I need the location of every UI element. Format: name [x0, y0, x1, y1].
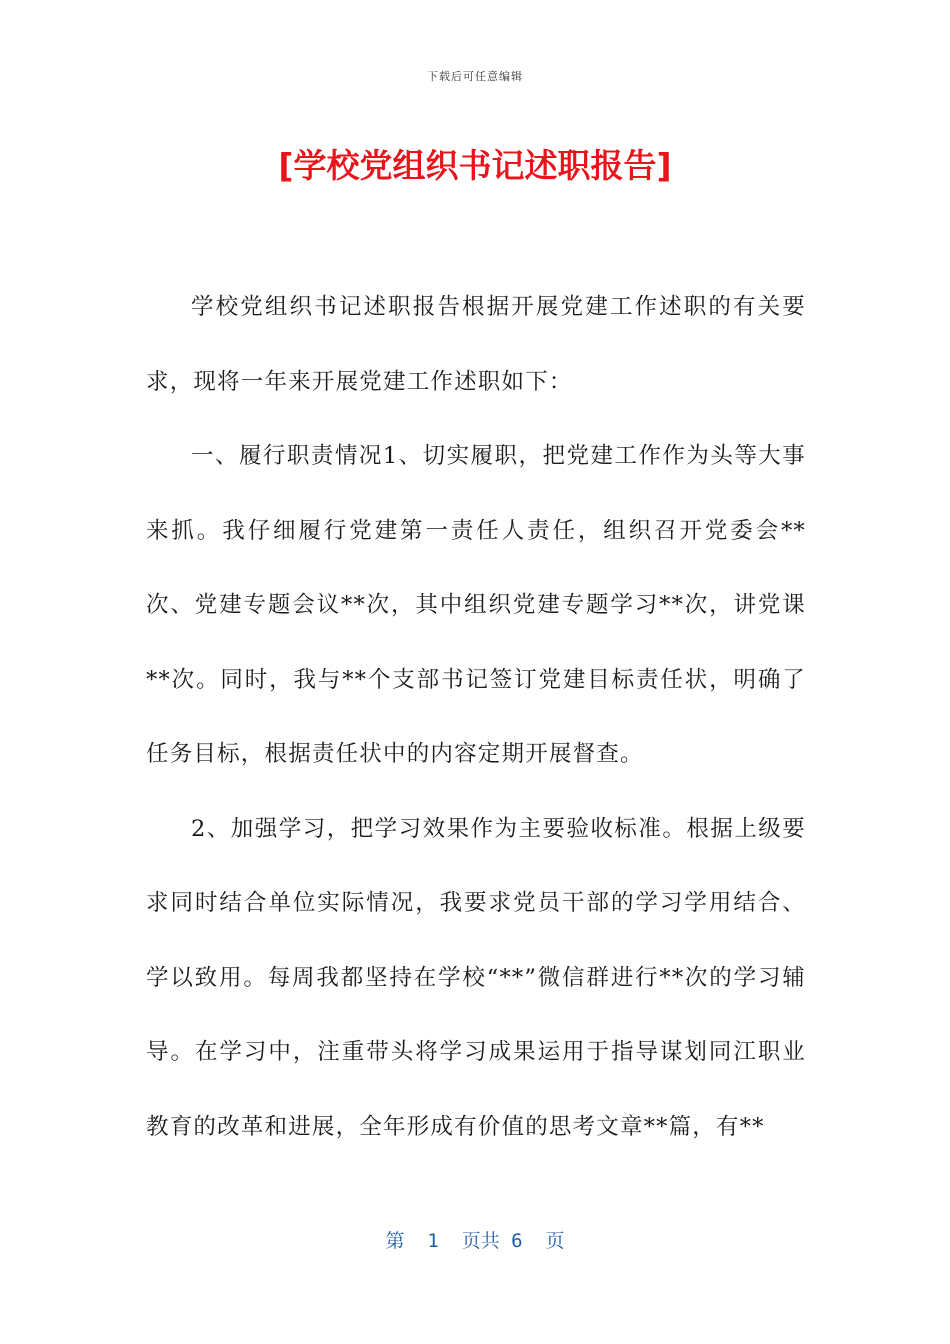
page-number: 第 1 页共 6 页: [385, 1230, 565, 1252]
body-paragraph: 学校党组织书记述职报告根据开展党建工作述职的有关要求，现将一年来开展党建工作述职如下：: [146, 294, 806, 395]
document-title: [学校党组织书记述职报告]: [278, 146, 672, 185]
body-paragraph: 2、加强学习，把学习效果作为主要验收标准。根据上级要求同时结合单位实际情况，我要求党员干部的学习学用结合、学以致用。每周我都坚持在学校“**”微信群进行**次的学习辅导。在学习中，注重带头将学习成果运用于指导谋划同江职业教育的改革和进展，全年形成有价值的思考文章**篇，有**: [146, 815, 806, 1140]
document-body: [146, 270, 806, 1164]
body-paragraph: 一、履行职责情况1、切实履职，把党建工作作为头等大事来抓。我仔细履行党建第一责任人责任，组织召开党委会**次、党建专题会议**次，其中组织党建专题学习**次，讲党课**次。同时，我与**个支部书记签订党建目标责任状，明确了任务目标，根据责任状中的内容定期开展督查。: [146, 443, 806, 767]
header-note: 下载后可任意编辑: [427, 70, 523, 83]
